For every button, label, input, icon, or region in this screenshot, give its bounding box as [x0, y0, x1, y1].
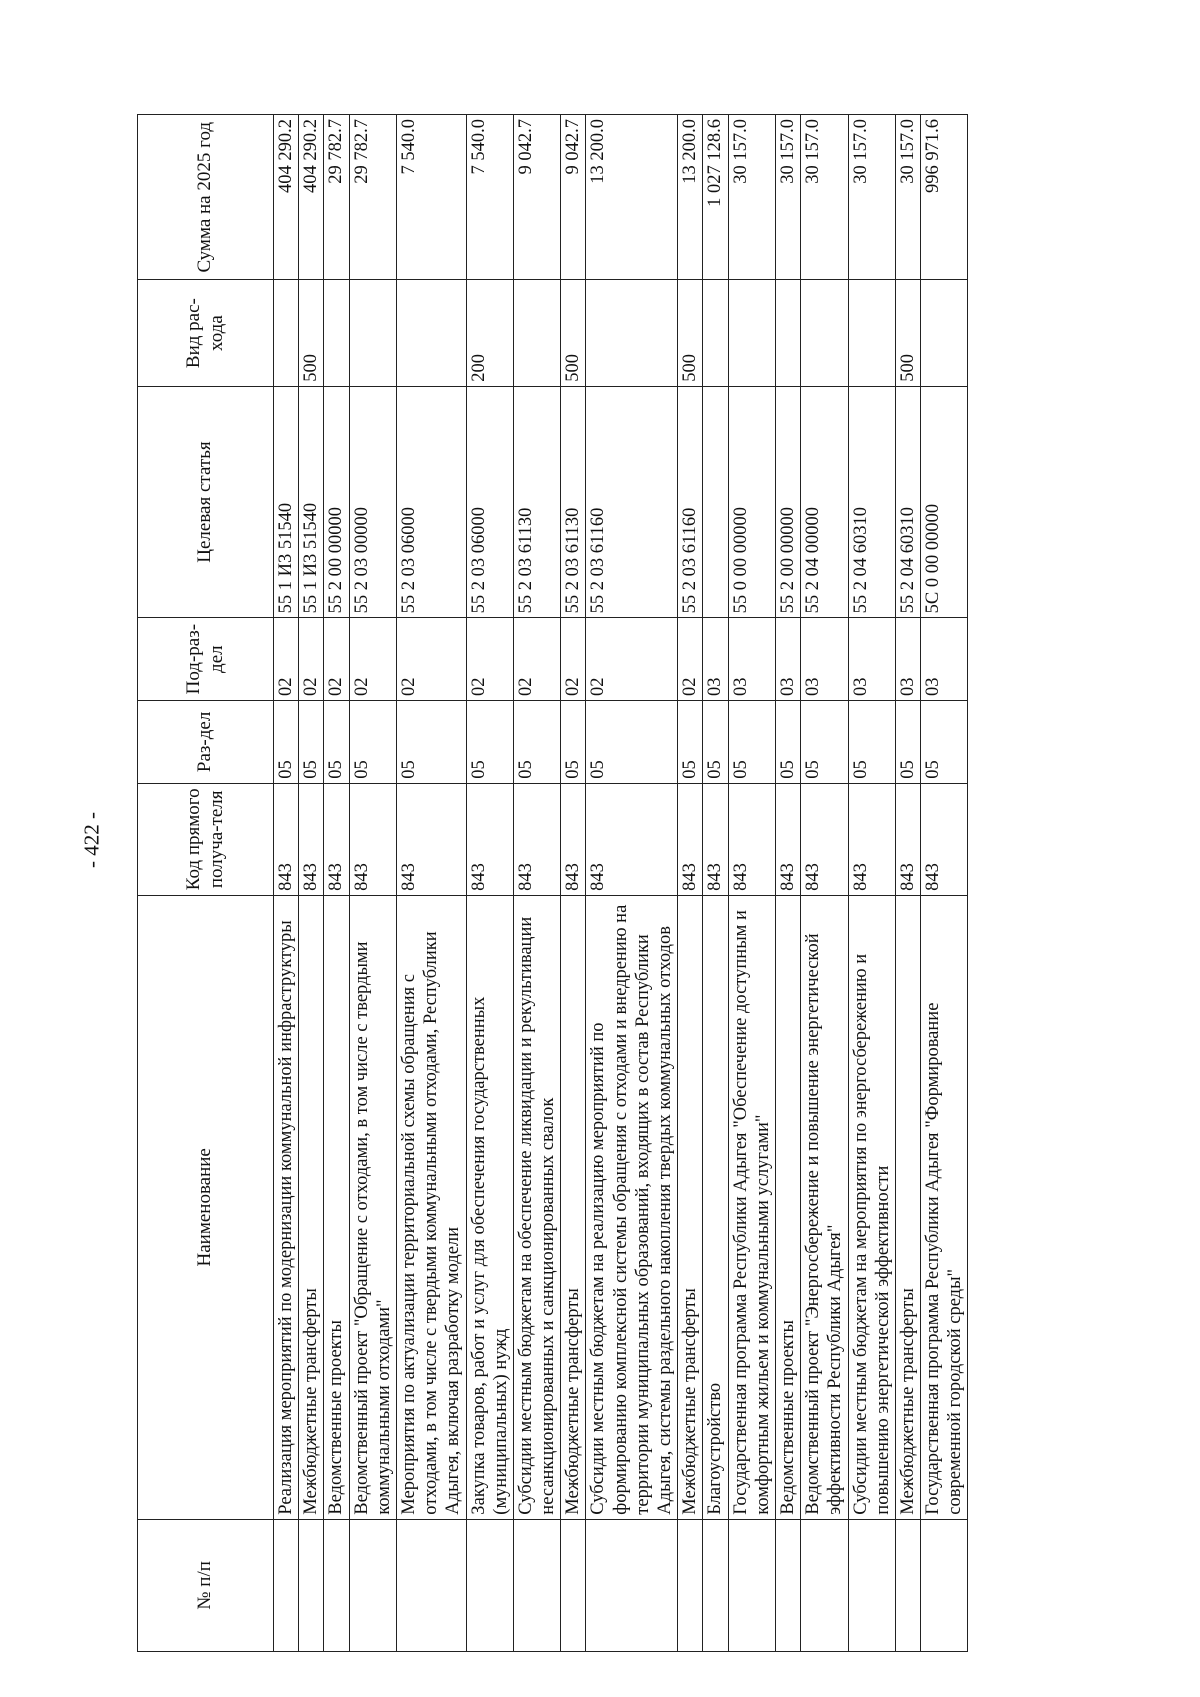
- header-recipient: Код прямого получа-теля: [138, 783, 274, 895]
- cell-section: 05: [561, 701, 586, 784]
- cell-subsection: 02: [586, 618, 678, 701]
- cell-target: 55 2 04 00000: [801, 386, 848, 618]
- cell-section: 05: [921, 701, 968, 784]
- cell-name: Межбюджетные трансферты: [895, 895, 920, 1519]
- cell-sum: 30 157.0: [728, 115, 775, 280]
- cell-recipient: 843: [299, 783, 324, 895]
- cell-section: 05: [513, 701, 560, 784]
- cell-recipient: 843: [396, 783, 466, 895]
- cell-recipient: 843: [561, 783, 586, 895]
- cell-expense: [586, 280, 678, 386]
- cell-expense: [775, 280, 800, 386]
- cell-name: Государственная программа Республики Адыгея "Обеспечение доступным и комфортным жильем и коммунальными услугами": [728, 895, 775, 1519]
- cell-no: [678, 1519, 703, 1651]
- table-row: [678, 115, 703, 1652]
- cell-sum: 30 157.0: [895, 115, 920, 280]
- cell-target: 5С 0 00 00000: [921, 386, 968, 618]
- cell-recipient: 843: [895, 783, 920, 895]
- cell-no: [895, 1519, 920, 1651]
- cell-target: 55 2 00 00000: [775, 386, 800, 618]
- table-row: [801, 115, 848, 1652]
- cell-recipient: 843: [349, 783, 396, 895]
- cell-sum: 9 042.7: [561, 115, 586, 280]
- table-row: [775, 115, 800, 1652]
- header-no: № п/п: [138, 1519, 274, 1651]
- cell-recipient: 843: [274, 783, 299, 895]
- cell-subsection: 02: [274, 618, 299, 701]
- cell-name: Ведомственный проект "Обращение с отходами, в том числе с твердыми коммунальными отходами": [349, 895, 396, 1519]
- header-row: [138, 115, 274, 1652]
- cell-subsection: 02: [396, 618, 466, 701]
- cell-target: 55 2 03 06000: [466, 386, 513, 618]
- cell-name: Благоустройство: [703, 895, 728, 1519]
- table-row: [513, 115, 560, 1652]
- cell-recipient: 843: [775, 783, 800, 895]
- cell-subsection: 02: [561, 618, 586, 701]
- cell-no: [801, 1519, 848, 1651]
- cell-subsection: 02: [324, 618, 349, 701]
- cell-expense: [728, 280, 775, 386]
- cell-sum: 13 200.0: [586, 115, 678, 280]
- cell-subsection: 02: [513, 618, 560, 701]
- cell-sum: 29 782.7: [324, 115, 349, 280]
- cell-target: 55 2 03 61160: [678, 386, 703, 618]
- cell-recipient: 843: [921, 783, 968, 895]
- cell-sum: 7 540.0: [396, 115, 466, 280]
- table-row: [728, 115, 775, 1652]
- cell-expense: 500: [561, 280, 586, 386]
- cell-sum: 1 027 128.6: [703, 115, 728, 280]
- cell-expense: 500: [299, 280, 324, 386]
- cell-subsection: 02: [466, 618, 513, 701]
- cell-expense: [396, 280, 466, 386]
- cell-expense: [324, 280, 349, 386]
- table-row: [299, 115, 324, 1652]
- cell-subsection: 02: [299, 618, 324, 701]
- cell-name: Закупка товаров, работ и услуг для обеспечения государственных (муниципальных) нужд: [466, 895, 513, 1519]
- budget-table: [137, 114, 968, 1652]
- cell-name: Субсидии местным бюджетам на обеспечение ликвидации и рекультивации несанкционированных и санкционированных свалок: [513, 895, 560, 1519]
- cell-expense: [703, 280, 728, 386]
- cell-section: 05: [848, 701, 895, 784]
- cell-subsection: 02: [678, 618, 703, 701]
- cell-name: Межбюджетные трансферты: [561, 895, 586, 1519]
- cell-no: [349, 1519, 396, 1651]
- cell-target: 55 2 00 00000: [324, 386, 349, 618]
- table-row: [466, 115, 513, 1652]
- cell-recipient: 843: [586, 783, 678, 895]
- header-section: Раз-дел: [138, 701, 274, 784]
- cell-no: [586, 1519, 678, 1651]
- cell-subsection: 03: [703, 618, 728, 701]
- cell-sum: 7 540.0: [466, 115, 513, 280]
- table-row: [848, 115, 895, 1652]
- cell-recipient: 843: [703, 783, 728, 895]
- cell-expense: [801, 280, 848, 386]
- cell-subsection: 02: [349, 618, 396, 701]
- cell-no: [848, 1519, 895, 1651]
- table-row: [561, 115, 586, 1652]
- table-row: [349, 115, 396, 1652]
- cell-expense: [513, 280, 560, 386]
- cell-section: 05: [349, 701, 396, 784]
- cell-name: Ведомственные проекты: [324, 895, 349, 1519]
- cell-target: 55 2 03 00000: [349, 386, 396, 618]
- cell-no: [703, 1519, 728, 1651]
- cell-target: 55 1 И3 51540: [274, 386, 299, 618]
- cell-expense: [274, 280, 299, 386]
- cell-no: [299, 1519, 324, 1651]
- cell-name: Межбюджетные трансферты: [299, 895, 324, 1519]
- header-subsection: Под-раз-дел: [138, 618, 274, 701]
- cell-target: [703, 386, 728, 618]
- cell-section: 05: [586, 701, 678, 784]
- cell-target: 55 0 00 00000: [728, 386, 775, 618]
- cell-sum: 996 971.6: [921, 115, 968, 280]
- cell-name: Государственная программа Республики Адыгея "Формирование современной городской среды": [921, 895, 968, 1519]
- cell-target: 55 1 И3 51540: [299, 386, 324, 618]
- cell-sum: 404 290.2: [299, 115, 324, 280]
- cell-section: 05: [728, 701, 775, 784]
- cell-sum: 13 200.0: [678, 115, 703, 280]
- cell-recipient: 843: [801, 783, 848, 895]
- table-row: [921, 115, 968, 1652]
- cell-sum: 30 157.0: [801, 115, 848, 280]
- cell-name: Мероприятия по актуализации территориальной схемы обращения с отходами, в том числе с твердыми коммунальными отходами, Республики Адыгея, включая разработку модели: [396, 895, 466, 1519]
- cell-name: Реализация мероприятий по модернизации коммунальной инфраструктуры: [274, 895, 299, 1519]
- table-row: [703, 115, 728, 1652]
- header-name: Наименование: [138, 895, 274, 1519]
- cell-sum: 404 290.2: [274, 115, 299, 280]
- table-row: [274, 115, 299, 1652]
- cell-subsection: 03: [775, 618, 800, 701]
- cell-section: 05: [396, 701, 466, 784]
- cell-subsection: 03: [921, 618, 968, 701]
- cell-recipient: 843: [848, 783, 895, 895]
- cell-subsection: 03: [801, 618, 848, 701]
- cell-subsection: 03: [728, 618, 775, 701]
- cell-target: 55 2 04 60310: [895, 386, 920, 618]
- cell-name: Межбюджетные трансферты: [678, 895, 703, 1519]
- cell-no: [466, 1519, 513, 1651]
- cell-section: 05: [895, 701, 920, 784]
- cell-no: [921, 1519, 968, 1651]
- cell-target: 55 2 03 61130: [561, 386, 586, 618]
- cell-name: Ведомственные проекты: [775, 895, 800, 1519]
- cell-name: Ведомственный проект "Энергосбережение и повышение энергетической эффективности Республики Адыгея": [801, 895, 848, 1519]
- cell-name: Субсидии местным бюджетам на мероприятия по энергосбережению и повышению энергетической эффективности: [848, 895, 895, 1519]
- cell-section: 05: [299, 701, 324, 784]
- cell-sum: 29 782.7: [349, 115, 396, 280]
- cell-section: 05: [775, 701, 800, 784]
- cell-no: [775, 1519, 800, 1651]
- cell-expense: [349, 280, 396, 386]
- cell-section: 05: [274, 701, 299, 784]
- cell-no: [324, 1519, 349, 1651]
- cell-subsection: 03: [895, 618, 920, 701]
- table-body: [274, 115, 968, 1652]
- cell-no: [728, 1519, 775, 1651]
- cell-recipient: 843: [513, 783, 560, 895]
- cell-section: 05: [703, 701, 728, 784]
- cell-sum: 30 157.0: [775, 115, 800, 280]
- cell-expense: 200: [466, 280, 513, 386]
- cell-section: 05: [324, 701, 349, 784]
- cell-recipient: 843: [678, 783, 703, 895]
- cell-expense: 500: [678, 280, 703, 386]
- cell-expense: 500: [895, 280, 920, 386]
- cell-subsection: 03: [848, 618, 895, 701]
- cell-expense: [848, 280, 895, 386]
- cell-expense: [921, 280, 968, 386]
- cell-no: [513, 1519, 560, 1651]
- cell-sum: 30 157.0: [848, 115, 895, 280]
- cell-name: Субсидии местным бюджетам на реализацию мероприятий по формированию комплексной системы обращения с отходами и внедрению на территории муниципальных образований, входящих в состав Республики Адыгея, системы раздельного накопления твердых коммунальных отходов: [586, 895, 678, 1519]
- rotated-table-container: [137, 114, 1097, 1652]
- cell-target: 55 2 04 60310: [848, 386, 895, 618]
- cell-no: [396, 1519, 466, 1651]
- table-row: [895, 115, 920, 1652]
- cell-target: 55 2 03 06000: [396, 386, 466, 618]
- page-number: - 422 -: [79, 812, 104, 868]
- header-target: Целевая статья: [138, 386, 274, 618]
- header-sum: Сумма на 2025 год: [138, 115, 274, 280]
- table-row: [586, 115, 678, 1652]
- cell-recipient: 843: [324, 783, 349, 895]
- cell-no: [274, 1519, 299, 1651]
- cell-recipient: 843: [466, 783, 513, 895]
- cell-section: 05: [466, 701, 513, 784]
- header-expense: Вид рас-хода: [138, 280, 274, 386]
- cell-sum: 9 042.7: [513, 115, 560, 280]
- cell-no: [561, 1519, 586, 1651]
- table-row: [396, 115, 466, 1652]
- cell-target: 55 2 03 61130: [513, 386, 560, 618]
- cell-target: 55 2 03 61160: [586, 386, 678, 618]
- cell-recipient: 843: [728, 783, 775, 895]
- cell-section: 05: [801, 701, 848, 784]
- table-row: [324, 115, 349, 1652]
- cell-section: 05: [678, 701, 703, 784]
